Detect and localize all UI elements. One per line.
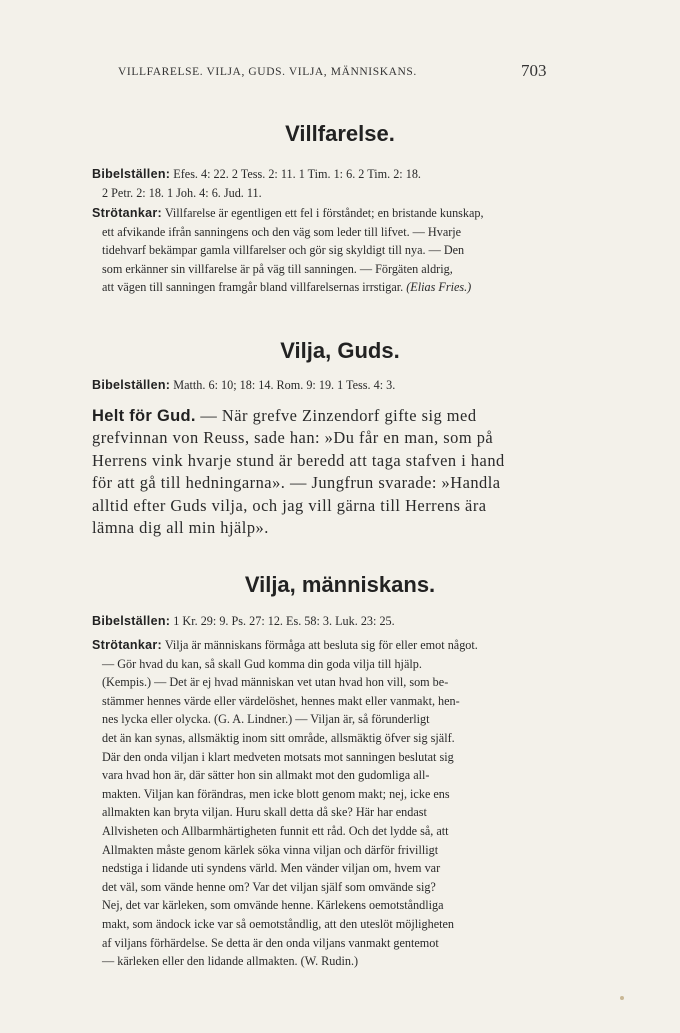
strotankar-text: stämmer hennes värde eller värdelöshet, hennes makt eller vanmakt, hen- <box>102 693 460 708</box>
strotankar-text: (Kempis.) — Det är ej hvad människan vet utan hvad hon vill, som be- <box>102 675 449 690</box>
bible-refs-text: Matth. 6: 10; 18: 14. Rom. 9: 19. 1 Tess. 4: 3. <box>173 378 396 392</box>
strotankar-line <box>92 204 554 223</box>
strotankar-text: Allmakten måste genom kärlek söka vinna viljan och därför frivilligt <box>102 842 439 857</box>
strotankar-text: af viljans förhärdelse. Se detta är den onda viljans vanmakt gentemot <box>102 935 439 950</box>
story-text: grefvinnan von Reuss, sade han: »Du får en man, som på <box>92 428 494 448</box>
strotankar-text: Villfarelse är egentligen ett fel i förståndet; en bristande kunskap, <box>164 206 484 220</box>
strotankar-text: makten. Viljan kan förändras, men icke blott genom makt; nej, icke ens <box>102 786 450 801</box>
strotankar-text: — kärleken eller den lidande allmakten. (W. Rudin.) <box>102 954 359 969</box>
strotankar-text: Där den onda viljan i klart medveten motsats mot sanningen beslutat sig <box>102 749 454 764</box>
section-title-vilja-manniskans: Vilja, människans. <box>244 572 436 597</box>
strotankar-label: Strötankar: <box>92 638 162 652</box>
strotankar-text: att vägen till sanningen framgår bland villfarelsernas irrstigar. <box>102 280 404 295</box>
bible-label: Bibelställen: <box>92 378 171 392</box>
bible-refs-text: Efes. 4: 22. 2 Tess. 2: 11. 1 Tim. 1: 6. 2 Tim. 2: 18. <box>173 167 421 181</box>
bible-line <box>92 376 554 395</box>
section-title-vilja-guds: Vilja, Guds. <box>280 338 400 363</box>
paper-speck <box>620 996 624 1000</box>
strotankar-label: Strötankar: <box>92 206 162 220</box>
vilja-guds-bible-refs <box>92 376 554 395</box>
bible-label: Bibelställen: <box>92 167 171 181</box>
vilja-manniskans-bible-refs <box>92 612 554 631</box>
strotankar-line <box>92 636 554 655</box>
strotankar-text: nedstiga i lidande uti syndens värld. Men vänder viljan om, hvem var <box>102 861 441 876</box>
bible-label: Bibelställen: <box>92 614 171 628</box>
strotankar-text: allmakten kan bryta viljan. Huru skall detta då ske? Här har endast <box>102 805 427 820</box>
story-label: Helt för Gud. <box>92 407 196 425</box>
vilja-manniskans-strotankar <box>92 636 554 971</box>
strotankar-text: vara hvad hon är, där sätter hon sin allmakt mot den gudomliga all- <box>102 768 430 783</box>
story-text: Herrens vink hvarje stund är beredd att taga stafven i hand <box>92 450 505 470</box>
strotankar-text: — Gör hvad du kan, så skall Gud komma din goda vilja till hjälp. <box>102 656 422 671</box>
story-text: alltid efter Guds vilja, och jag vill gärna till Herrens ära <box>92 495 487 515</box>
page-number: 703 <box>521 61 547 80</box>
villfarelse-strotankar <box>92 204 554 297</box>
villfarelse-bible-refs <box>92 165 554 202</box>
story-text: lämna dig all min hjälp». <box>92 518 269 538</box>
strotankar-text: det väl, som vände henne om? Var det viljan själf som omvände sig? <box>102 879 436 894</box>
strotankar-text: det än kan synas, allsmäktig inom sitt område, allsmäktig öfver sig själf. <box>102 730 455 745</box>
section-title-villfarelse: Villfarelse. <box>285 121 395 146</box>
story-text: — När grefve Zinzendorf gifte sig med <box>200 406 477 425</box>
vilja-guds-story <box>92 405 554 539</box>
story-line <box>92 405 554 427</box>
story-text: för att gå till hedningarna». — Jungfrun svarade: »Handla <box>92 473 501 493</box>
strotankar-text: tidehvarf bekämpar gamla villfarelser och gör sig skyldigt till nya. — Den <box>102 243 465 258</box>
bible-line <box>92 165 554 184</box>
strotankar-text: Nej, det var kärleken, som omvände henne. Kärlekens oemotståndliga <box>102 898 444 913</box>
bible-line <box>92 612 554 631</box>
bible-refs-text: 1 Kr. 29: 9. Ps. 27: 12. Es. 58: 3. Luk. 23: 25. <box>173 614 395 628</box>
strotankar-text: nes lycka eller olycka. (G. A. Lindner.) — Viljan är, så förunderligt <box>102 712 430 727</box>
strotankar-text: ett afvikande ifrån sanningens och den väg som leder till lifvet. — Hvarje <box>102 224 462 239</box>
strotankar-line <box>92 278 554 297</box>
strotankar-text: Vilja är människans förmåga att besluta sig för eller emot något. <box>164 638 478 652</box>
running-head: VILLFARELSE. VILJA, GUDS. VILJA, MÄNNISKANS. <box>118 66 417 78</box>
bible-refs-text: 2 Petr. 2: 18. 1 Joh. 4: 6. Jud. 11. <box>102 185 262 200</box>
attribution: (Elias Fries.) <box>406 280 472 295</box>
strotankar-text: Allvisheten och Allbarmhärtigheten funnit ett råd. Och det lydde så, att <box>102 823 449 838</box>
strotankar-text: som erkänner sin villfarelse är på väg till sanningen. — Förgäten aldrig, <box>102 261 453 276</box>
strotankar-text: makt, som ändock icke var så oemotståndlig, att den uteslöt möjligheten <box>102 916 455 931</box>
